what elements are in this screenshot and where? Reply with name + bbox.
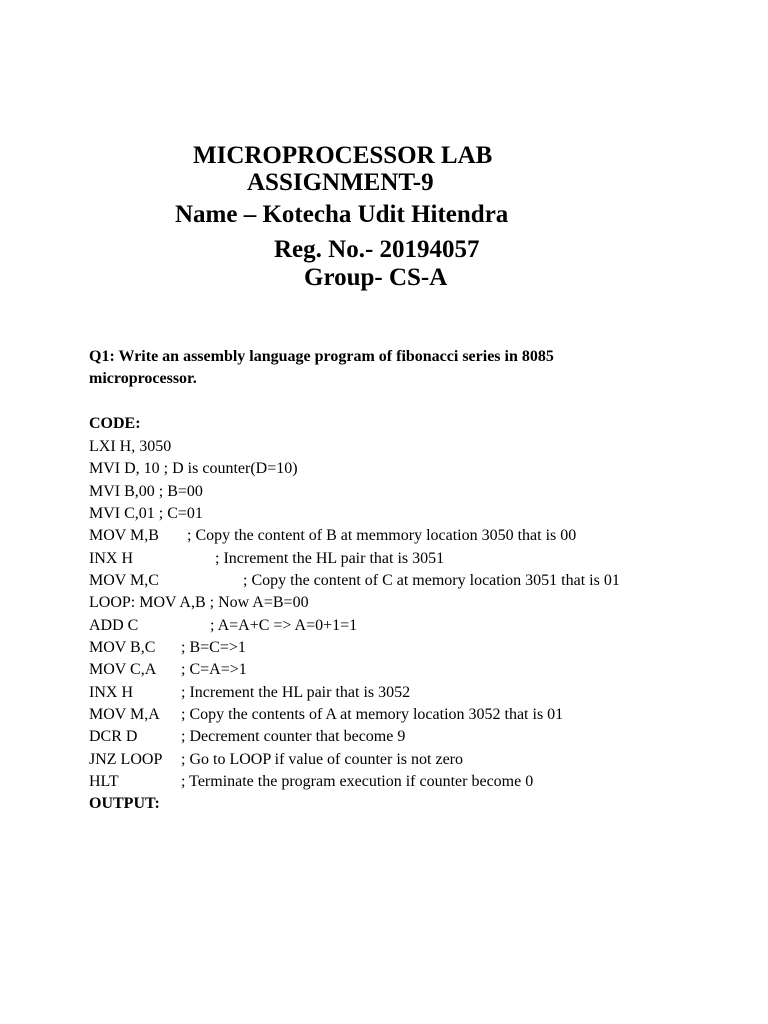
code-comment: ; Terminate the program execution if counter become 0 xyxy=(181,773,534,791)
code-comment: ; Go to LOOP if value of counter is not zero xyxy=(181,750,464,768)
code-instruction: MOV B,C xyxy=(89,639,156,657)
code-line xyxy=(89,749,729,771)
code-line xyxy=(89,481,729,503)
code-instruction: MVI B,00 ; B=00 xyxy=(89,482,203,500)
code-line xyxy=(89,548,729,570)
code-comment: ; Copy the contents of A at memory location 3052 that is 01 xyxy=(181,706,564,724)
code-comment: ; Copy the content of B at memmory location 3050 that is 00 xyxy=(187,527,577,545)
code-comment: ; A=A+C => A=0+1=1 xyxy=(210,616,358,634)
code-instruction: JNZ LOOP xyxy=(89,750,163,768)
code-line xyxy=(89,436,729,458)
code-line xyxy=(89,704,729,726)
code-comment: ; C=A=>1 xyxy=(181,661,247,679)
group-label: Group- CS-A xyxy=(304,264,448,291)
code-line xyxy=(89,525,729,547)
code-instruction: MVI D, 10 ; D is counter(D=10) xyxy=(89,460,298,478)
code-line xyxy=(89,458,729,480)
registration-number: Reg. No.- 20194057 xyxy=(274,236,480,263)
output-heading: OUTPUT: xyxy=(89,795,160,812)
code-heading: CODE: xyxy=(89,415,141,432)
code-instruction: MOV C,A xyxy=(89,661,157,679)
code-comment: ; Copy the content of C at memory location 3051 that is 01 xyxy=(243,572,620,590)
code-line xyxy=(89,503,729,525)
code-comment: ; Decrement counter that become 9 xyxy=(181,728,406,746)
code-instruction: LXI H, 3050 xyxy=(89,438,172,455)
code-instruction: ADD C xyxy=(89,616,139,634)
code-line xyxy=(89,726,729,748)
code-instruction: INX H xyxy=(89,549,133,567)
code-instruction: MOV M,B xyxy=(89,527,159,545)
code-instruction: MVI C,01 ; C=01 xyxy=(89,505,203,523)
code-instruction: HLT xyxy=(89,773,119,791)
code-comment: ; Increment the HL pair that is 3051 xyxy=(215,549,445,567)
code-line xyxy=(89,659,729,681)
code-line xyxy=(89,771,729,793)
code-instruction: INX H xyxy=(89,683,133,701)
student-name: Name – Kotecha Udit Hitendra xyxy=(175,201,509,228)
code-line xyxy=(89,615,729,637)
question-text: Q1: Write an assembly language program of fibonacci series in 8085 microprocessor. xyxy=(89,348,554,387)
code-line xyxy=(89,682,729,704)
code-line xyxy=(89,592,729,614)
code-line xyxy=(89,637,729,659)
code-comment: ; Increment the HL pair that is 3052 xyxy=(181,683,411,701)
code-instruction: LOOP: MOV A,B ; Now A=B=00 xyxy=(89,594,309,612)
code-instruction: MOV M,C xyxy=(89,572,159,590)
doc-title: MICROPROCESSOR LAB xyxy=(193,142,493,169)
code-listing xyxy=(89,436,729,794)
assignment-title: ASSIGNMENT-9 xyxy=(247,169,434,196)
code-line xyxy=(89,570,729,592)
code-instruction: DCR D xyxy=(89,728,138,746)
code-comment: ; B=C=>1 xyxy=(181,639,246,657)
code-instruction: MOV M,A xyxy=(89,706,160,724)
